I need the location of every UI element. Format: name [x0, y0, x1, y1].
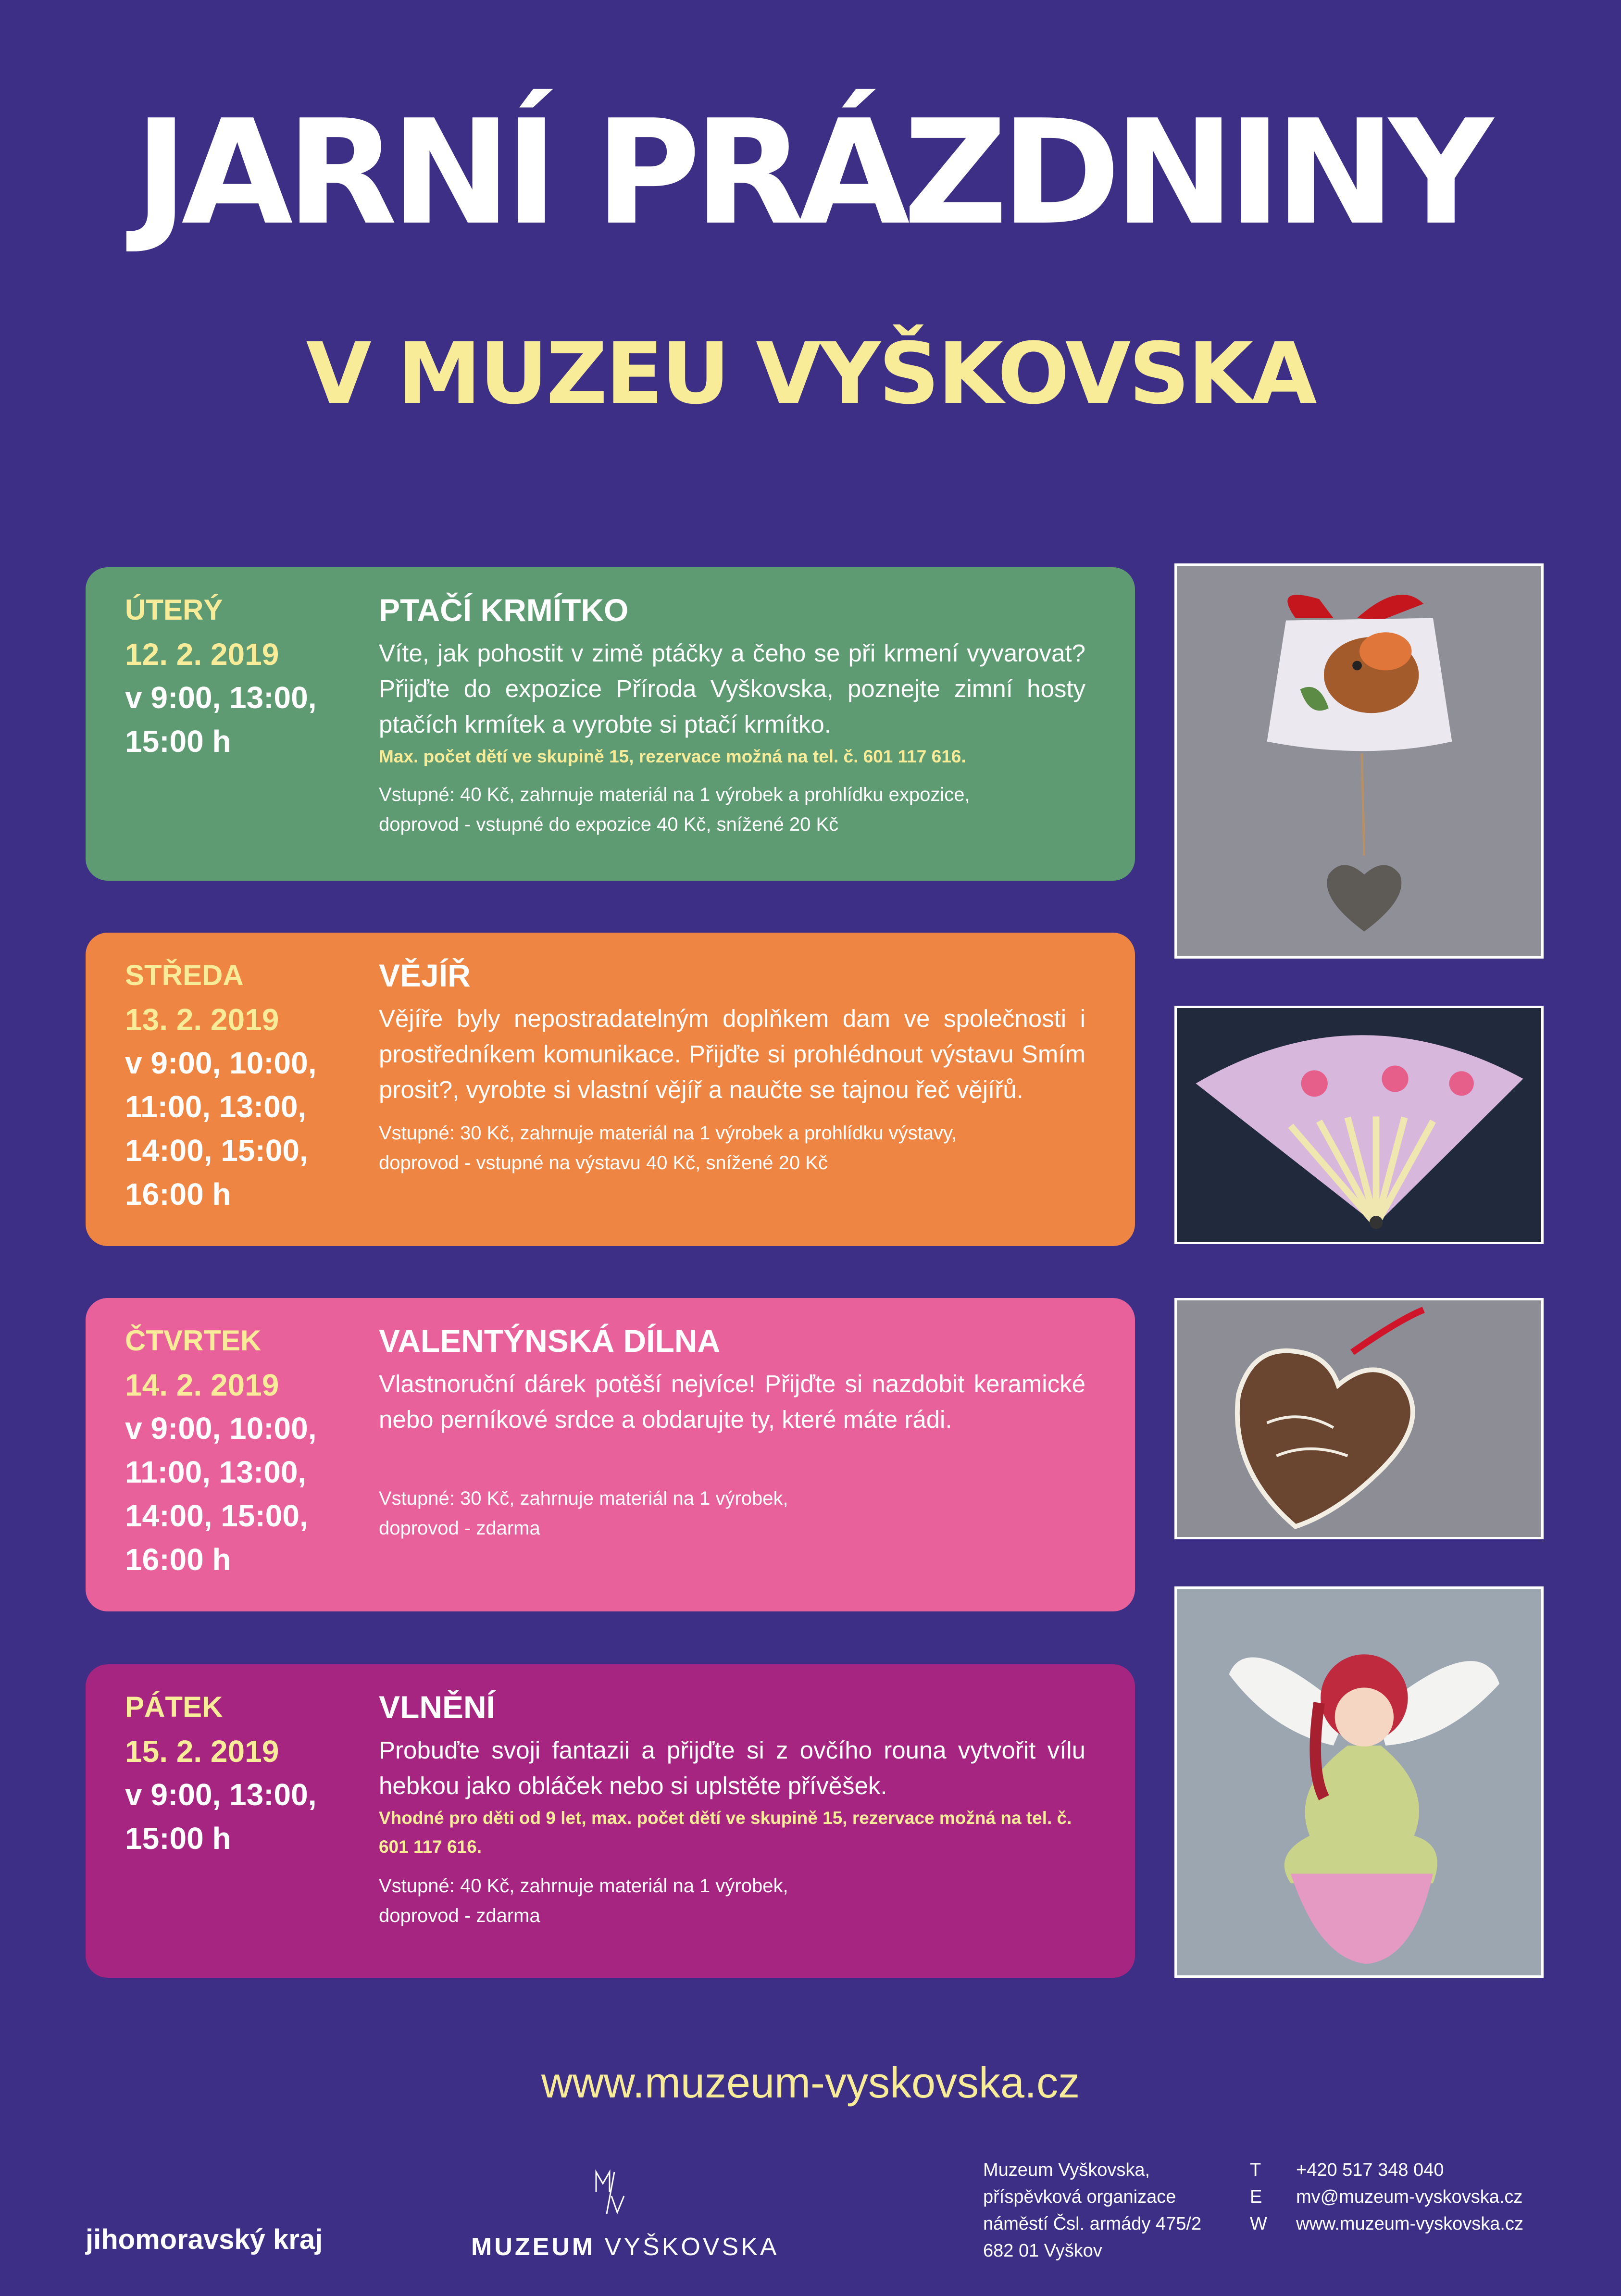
contact-value[interactable]: mv@muzeum-vyskovska.cz — [1296, 2187, 1523, 2207]
event-time: v 9:00, 10:00, — [125, 1046, 317, 1080]
event-title: PTAČÍ KRMÍTKO — [379, 592, 629, 628]
address-block — [983, 2157, 1201, 2264]
event-description: Vlastnoruční dárek potěší nejvíce! Přijďte si nazdobit keramické nebo perníkové srdce a obdarujte ty, které máte rádi. — [379, 1370, 1085, 1433]
event-info — [379, 1318, 1085, 1543]
event-date: 12. 2. 2019 — [125, 637, 279, 672]
logo-text-light: VYŠKOVSKA — [604, 2233, 779, 2261]
event-date: 13. 2. 2019 — [125, 1002, 279, 1037]
event-time: 15:00 h — [125, 1821, 231, 1856]
event-fee: Vstupné: 30 Kč, zahrnuje materiál na 1 výrobek, — [379, 1488, 788, 1509]
event-description: Vějíře byly nepostradatelným doplňkem dam ve společnosti i prostředníkem komunikace. Přijďte si prohlédnout výstavu Smím prosit?, vyrobte si vlastní vějíř a naučte se tajnou řeč vějířů. — [379, 1005, 1085, 1103]
region-logo: jihomoravský kraj — [86, 2224, 323, 2255]
address-line: 682 01 Vyškov — [983, 2241, 1102, 2261]
event-time: 14:00, 15:00, — [125, 1498, 308, 1533]
event-fee: doprovod - zdarma — [379, 1905, 540, 1926]
event-title: VLNĚNÍ — [379, 1689, 496, 1725]
museum-logo-text — [471, 2233, 779, 2261]
event-info — [379, 587, 1085, 839]
event-card-tuesday — [86, 567, 1135, 881]
event-title: VĚJÍŘ — [379, 958, 471, 993]
event-info — [379, 1685, 1085, 1931]
contact-phone — [1250, 2157, 1523, 2184]
event-time: 15:00 h — [125, 724, 231, 759]
event-card-friday — [86, 1664, 1135, 1978]
event-schedule — [125, 953, 365, 1216]
event-date: 14. 2. 2019 — [125, 1368, 279, 1402]
event-time: v 9:00, 10:00, — [125, 1411, 317, 1446]
contact-email — [1250, 2184, 1523, 2210]
felt-fairy-photo — [1174, 1586, 1544, 1978]
event-fee: Vstupné: 40 Kč, zahrnuje materiál na 1 výrobek a prohlídku expozice, — [379, 784, 970, 805]
event-time: 11:00, 13:00, — [125, 1089, 307, 1124]
address-line: náměstí Čsl. armády 475/2 — [983, 2214, 1202, 2234]
event-card-thursday — [86, 1298, 1135, 1611]
event-fee: doprovod - zdarma — [379, 1518, 540, 1539]
event-note: Max. počet dětí ve skupině 15, rezervace možná na tel. č. 601 117 616. — [379, 747, 966, 766]
logo-text-bold: MUZEUM — [471, 2233, 596, 2261]
contact-web — [1250, 2210, 1523, 2237]
event-note: Vhodné pro děti od 9 let, max. počet dětí ve skupině 15, rezervace možná na tel. č. 601 117 616. — [379, 1808, 1072, 1857]
bird-feeder-photo — [1174, 563, 1544, 959]
event-date: 15. 2. 2019 — [125, 1734, 279, 1769]
poster-title: JARNÍ PRÁZDNINY — [134, 89, 1487, 257]
event-schedule — [125, 587, 365, 763]
event-time: 16:00 h — [125, 1177, 231, 1211]
event-description: Probuďte svoji fantazii a přijďte si z ovčího rouna vytvořit vílu hebkou jako obláček nebo si uplstěte přívěšek. — [379, 1736, 1085, 1799]
event-description: Víte, jak pohostit v zimě ptáčky a čeho se při krmení vyvarovat? Přijďte do expozice Příroda Vyškovska, poznejte zimní hosty ptačích krmítek a vyrobte si ptačí krmítko. — [379, 639, 1085, 738]
contact-value[interactable]: +420 517 348 040 — [1296, 2160, 1444, 2180]
address-line: Muzeum Vyškovska, — [983, 2160, 1150, 2180]
event-time: 16:00 h — [125, 1542, 231, 1577]
event-fee: Vstupné: 30 Kč, zahrnuje materiál na 1 výrobek a prohlídku výstavy, — [379, 1123, 957, 1144]
fan-photo — [1174, 1006, 1544, 1244]
event-schedule — [125, 1685, 365, 1860]
contact-label: W — [1250, 2214, 1267, 2234]
poster-subtitle: V MUZEU VYŠKOVSKA — [306, 324, 1315, 423]
website-link[interactable]: www.muzeum-vyskovska.cz — [541, 2059, 1080, 2107]
event-card-wednesday — [86, 933, 1135, 1246]
gingerbread-heart-photo — [1174, 1298, 1544, 1539]
event-time: 11:00, 13:00, — [125, 1455, 307, 1489]
event-schedule — [125, 1318, 365, 1582]
contact-label: T — [1250, 2160, 1261, 2180]
museum-logo-icon — [594, 2168, 626, 2216]
contact-block — [1250, 2157, 1523, 2237]
event-time: v 9:00, 13:00, — [125, 680, 317, 715]
contact-value[interactable]: www.muzeum-vyskovska.cz — [1296, 2214, 1523, 2234]
event-time: v 9:00, 13:00, — [125, 1777, 317, 1812]
event-time: 14:00, 15:00, — [125, 1133, 308, 1168]
event-fee: doprovod - vstupné na výstavu 40 Kč, snížené 20 Kč — [379, 1152, 828, 1173]
event-fee: doprovod - vstupné do expozice 40 Kč, snížené 20 Kč — [379, 814, 839, 835]
event-info — [379, 953, 1085, 1178]
contact-label: E — [1250, 2187, 1262, 2207]
address-line: příspěvková organizace — [983, 2187, 1176, 2207]
event-fee: Vstupné: 40 Kč, zahrnuje materiál na 1 výrobek, — [379, 1875, 788, 1897]
event-day: ÚTERÝ — [125, 594, 223, 626]
event-day: PÁTEK — [125, 1691, 223, 1723]
event-day: STŘEDA — [125, 959, 244, 991]
event-title: VALENTÝNSKÁ DÍLNA — [379, 1323, 721, 1359]
event-day: ČTVRTEK — [125, 1324, 262, 1357]
